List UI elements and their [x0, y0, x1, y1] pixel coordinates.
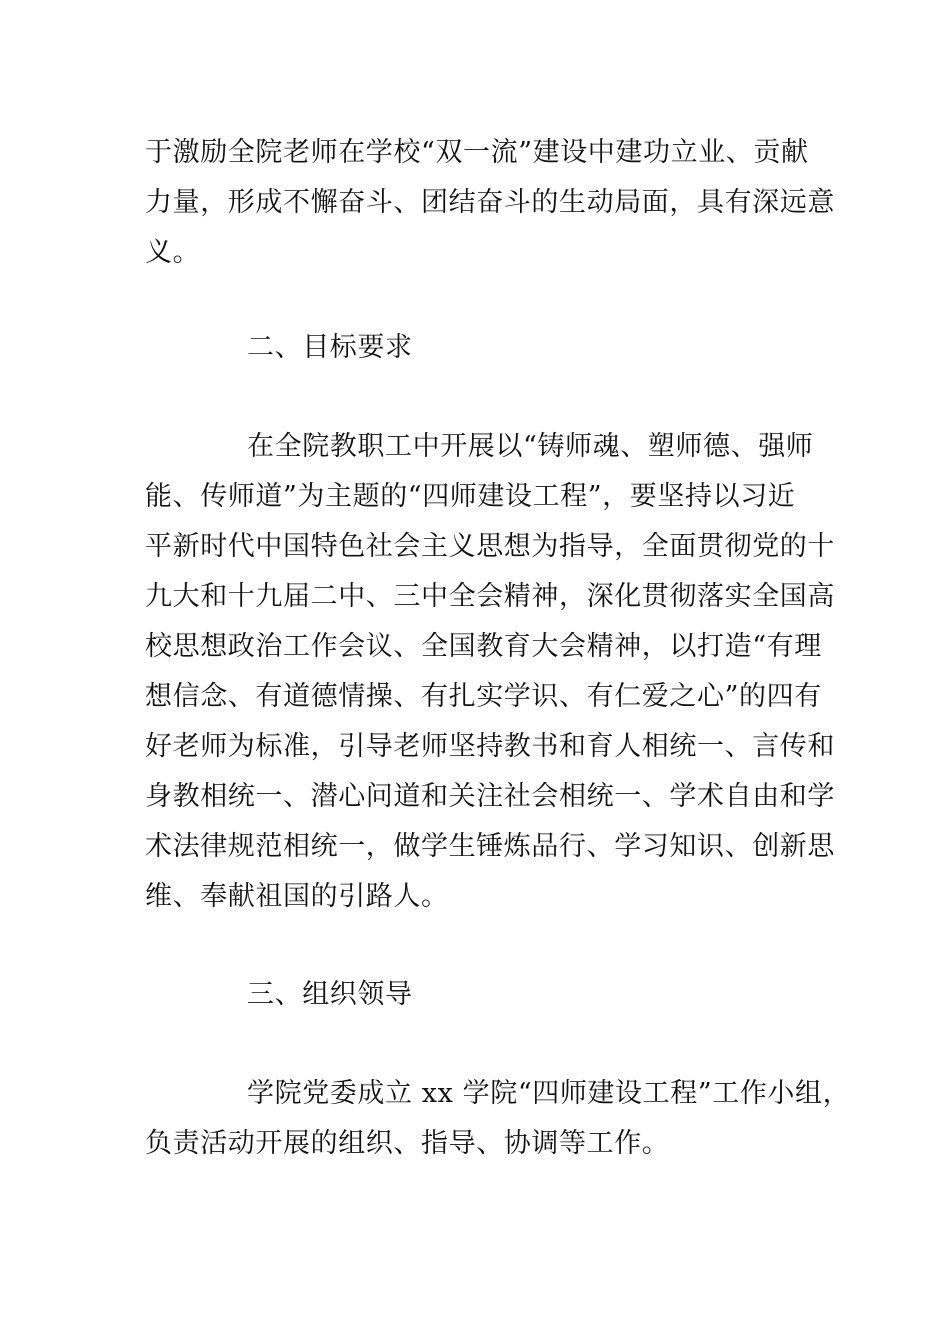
section-heading-3: 三、组织领导 [247, 979, 413, 1010]
paragraph-line: 身教相统一、潜心问道和关注社会相统一、学术自由和学 [145, 781, 835, 812]
section-heading-2: 二、目标要求 [247, 332, 413, 363]
paragraph-line: 力量，形成不懈奋斗、团结奋斗的生动局面，具有深远意 [145, 187, 835, 218]
paragraph-line: 维、奉献祖国的引路人。 [145, 881, 449, 912]
paragraph-line: 九大和十九届二中、三中全会精神，深化贯彻落实全国高 [145, 581, 835, 612]
paragraph-line: 平新时代中国特色社会主义思想为指导，全面贯彻党的十 [145, 531, 835, 562]
paragraph-line: 好老师为标准，引导老师坚持教书和育人相统一、言传和 [145, 731, 835, 762]
paragraph-line: 校思想政治工作会议、全国教育大会精神，以打造“有理 [145, 631, 822, 662]
paragraph-line: 在全院教职工中开展以“铸师魂、塑师德、强师 [247, 431, 814, 462]
paragraph-line: 能、传师道”为主题的“四师建设工程”，要坚持以习近 [145, 481, 796, 512]
paragraph-line: 负责活动开展的组织、指导、协调等工作。 [145, 1128, 670, 1159]
paragraph-line: 学院党委成立 xx 学院“四师建设工程”工作小组， [247, 1078, 851, 1109]
paragraph-line: 于激励全院老师在学校“双一流”建设中建功立业、贡献 [145, 137, 809, 168]
paragraph-line: 术法律规范相统一，做学生锤炼品行、学习知识、创新思 [145, 831, 835, 862]
paragraph-line: 义。 [145, 237, 201, 268]
paragraph-line: 想信念、有道德情操、有扎实学识、有仁爱之心”的四有 [145, 681, 822, 712]
